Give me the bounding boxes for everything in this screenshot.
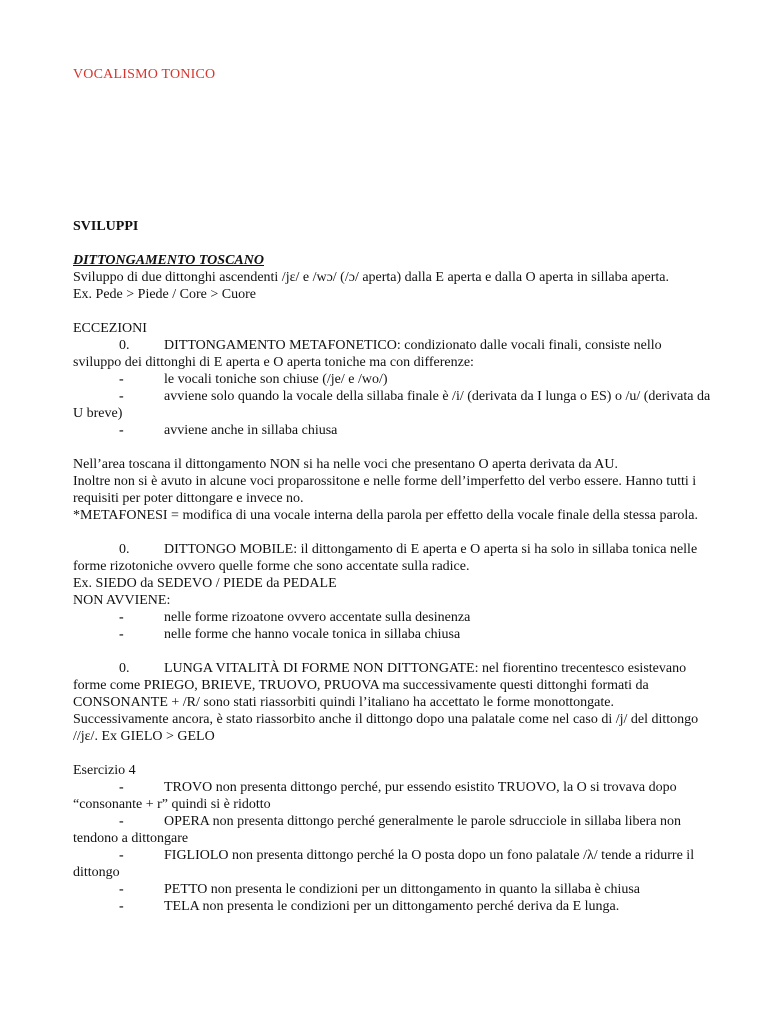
item-number: 0. [119,661,130,676]
list-item: - PETTO non presenta le condizioni per un dittongamento in quanto la sillaba è chiusa [73,881,713,898]
numbered-item [73,337,713,371]
bullet-dash: - [119,423,124,438]
list-item: - avviene anche in sillaba chiusa [73,422,713,439]
numbered-item [73,541,713,575]
bullet-dash: - [119,882,124,897]
list-item: - le vocali toniche son chiuse (/je/ e /wo/) [73,371,713,388]
bullet-dash: - [119,848,124,863]
list-item: - TELA non presenta le condizioni per un dittongamento perché deriva da E lunga. [73,898,713,915]
bullet-dash: - [119,389,124,404]
bullet-dash: - [119,899,124,914]
eccezioni-label: ECCEZIONI [73,321,147,336]
paragraph: Nell’area toscana il dittongamento NON si ha nelle voci che presentano O aperta derivata da AU. [73,457,619,472]
paragraph: Sviluppo di due dittonghi ascendenti /jɛ/ e /wɔ/ (/ɔ/ aperta) dalla E aperta e dalla O aperta in sillaba aperta. [73,270,669,285]
item-number: 0. [119,542,130,557]
item-number: 0. [119,338,130,353]
item-text: DITTONGO MOBILE: il dittongamento di E aperta e O aperta si ha solo in sillaba tonica nelle forme rizotoniche ovvero quelle forme che sono accentate sulla radice. [73,542,698,574]
paragraph: Inoltre non si è avuto in alcune voci proparossitone e nelle forme dell’imperfetto del verbo essere. Hanno tutti i requisiti per poter dittongare e invece no. [73,474,697,506]
bullet-dash: - [119,814,124,829]
list-item: - nelle forme che hanno vocale tonica in sillaba chiusa [73,626,713,643]
list-item: - avviene solo quando la vocale della sillaba finale è /i/ (derivata da I lunga o ES) o /u/ (derivata da U breve) [73,389,711,421]
bullet-dash: - [119,372,124,387]
list-item: - FIGLIOLO non presenta dittongo perché la O posta dopo un fono palatale /λ/ tende a ridurre il dittongo [73,848,695,880]
paragraph: Ex. SIEDO da SEDEVO / PIEDE da PEDALE [73,576,337,591]
paragraph: *METAFONESI = modifica di una vocale interna della parola per effetto della vocale finale della stessa parola. [73,508,699,523]
section-heading: SVILUPPI [73,219,139,234]
exercise-title: Esercizio 4 [73,763,136,778]
paragraph: Ex. Pede > Piede / Core > Cuore [73,287,256,302]
bullet-dash: - [119,610,124,625]
list-item: - OPERA non presenta dittongo perché generalmente le parole sdrucciole in sillaba libera non tendono a dittongare [73,814,682,846]
bullet-dash: - [119,780,124,795]
numbered-item [73,660,713,745]
document-title: VOCALISMO TONICO [73,67,216,82]
item-text: DITTONGAMENTO METAFONETICO: condizionato dalle vocali finali, consiste nello sviluppo dei dittonghi di E aperta e O aperta toniche ma con differenze: [73,338,662,370]
list-item: - nelle forme rizoatone ovvero accentate sulla desinenza [73,609,713,626]
paragraph: NON AVVIENE: [73,593,171,608]
subsection-title: DITTONGAMENTO TOSCANO [73,253,264,268]
bullet-dash: - [119,627,124,642]
item-text: LUNGA VITALITÀ DI FORME NON DITTONGATE: nel fiorentino trecentesco esistevano forme come PRIEGO, BRIEVE, TRUOVO, PRUOVA ma successivamente questi dittonghi formati da CONSONANTE + /R/ sono stati riassorbiti quindi l’italiano ha accettato le forme monottongate. Successivamente ancora, è stato riassorbito anche il dittongo dopo una palatale come nel caso di /j/ del dittongo //jɛ/. Ex GIELO > GELO [73,661,699,744]
list-item: - TROVO non presenta dittongo perché, pur essendo esistito TRUOVO, la O si trovava dopo “consonante + r” quindi si è ridotto [73,780,677,812]
document-body [73,252,713,915]
